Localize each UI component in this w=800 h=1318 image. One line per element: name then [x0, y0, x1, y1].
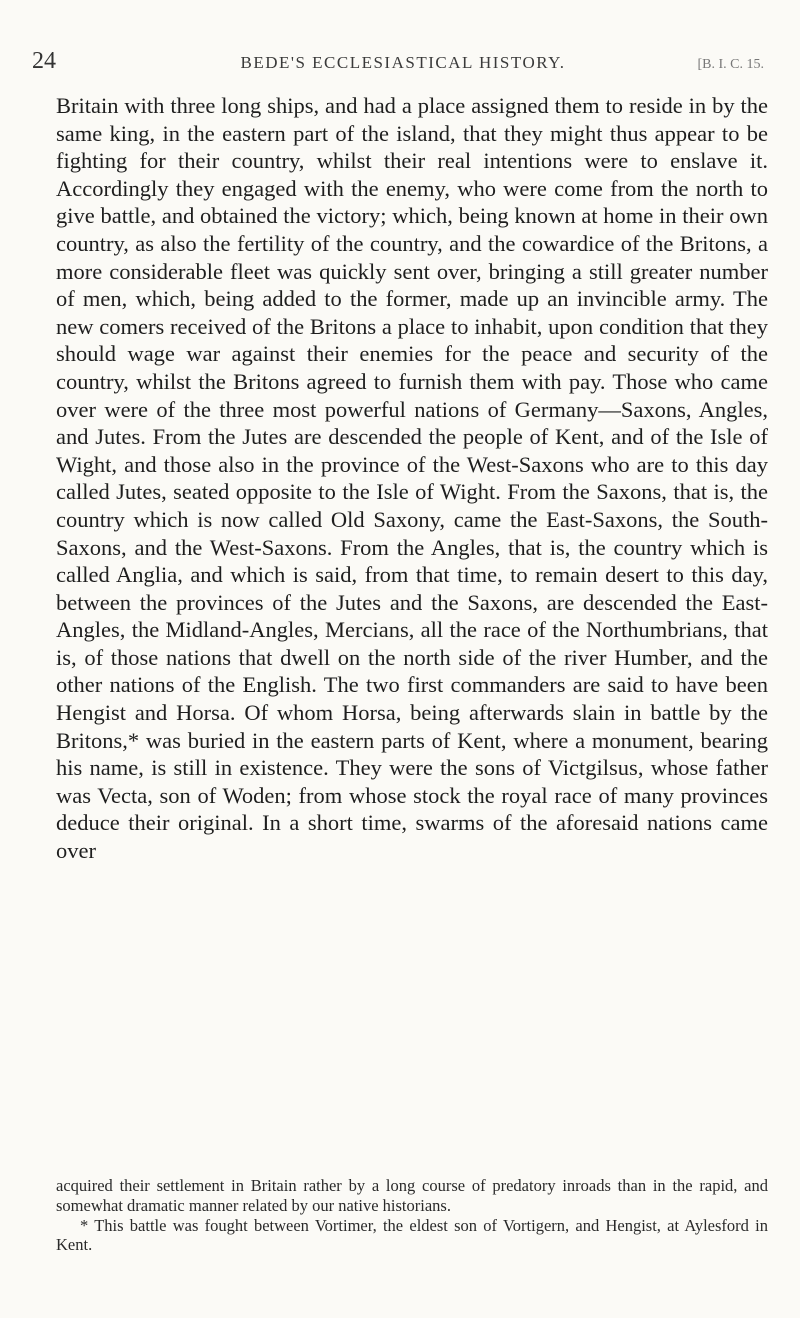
page-header	[32, 48, 764, 82]
footnote-continued: acquired their settlement in Britain rather by a long course of predatory inroads than in the rapid, and somewhat dramatic manner related by our native historians.	[56, 1176, 768, 1215]
running-title: BEDE'S ECCLESIASTICAL HISTORY.	[240, 53, 566, 72]
body-paragraph: Britain with three long ships, and had a place assigned them to reside in by the same king, in the eastern part of the island, that they might thus appear to be fighting for their country, whilst their real intentions were to enslave it. Accordingly they engaged with the enemy, who were come from the north to give battle, and obtained the victory; which, being known at home in their own country, as also the fertility of the country, and the cowardice of the Britons, a more considerable fleet was quickly sent over, bringing a still greater number of men, which, being added to the former, made up an invincible army. The new comers received of the Britons a place to inhabit, upon condition that they should wage war against their enemies for the peace and security of the country, whilst the Britons agreed to furnish them with pay. Those who came over were of the three most powerful nations of Germany—Saxons, Angles, and Jutes. From the Jutes are descended the people of Kent, and of the Isle of Wight, and those also in the province of the West-Saxons who are to this day called Jutes, seated opposite to the Isle of Wight. From the Saxons, that is, the country which is now called Old Saxony, came the East-Saxons, the South-Saxons, and the West-Saxons. From the Angles, that is, the country which is called Anglia, and which is said, from that time, to remain desert to this day, between the provinces of the Jutes and the Saxons, are descended the East-Angles, the Midland-Angles, Mercians, all the race of the Northumbrians, that is, of those nations that dwell on the north side of the river Humber, and the other nations of the English. The two first commanders are said to have been Hengist and Horsa. Of whom Horsa, being afterwards slain in battle by the Britons,* was buried in the eastern parts of Kent, where a monument, bearing his name, is still in existence. They were the sons of Victgilsus, whose father was Vecta, son of Woden; from whose stock the royal race of many provinces deduce their original. In a short time, swarms of the aforesaid nations came over	[56, 93, 768, 864]
main-text	[56, 92, 768, 865]
footnotes	[56, 1176, 768, 1255]
page-number: 24	[32, 48, 56, 74]
chapter-reference: [B. I. C. 15.	[697, 57, 764, 72]
footnote-battle: * This battle was fought between Vortimer, the eldest son of Vortigern, and Hengist, at Aylesford in Kent.	[56, 1215, 768, 1255]
